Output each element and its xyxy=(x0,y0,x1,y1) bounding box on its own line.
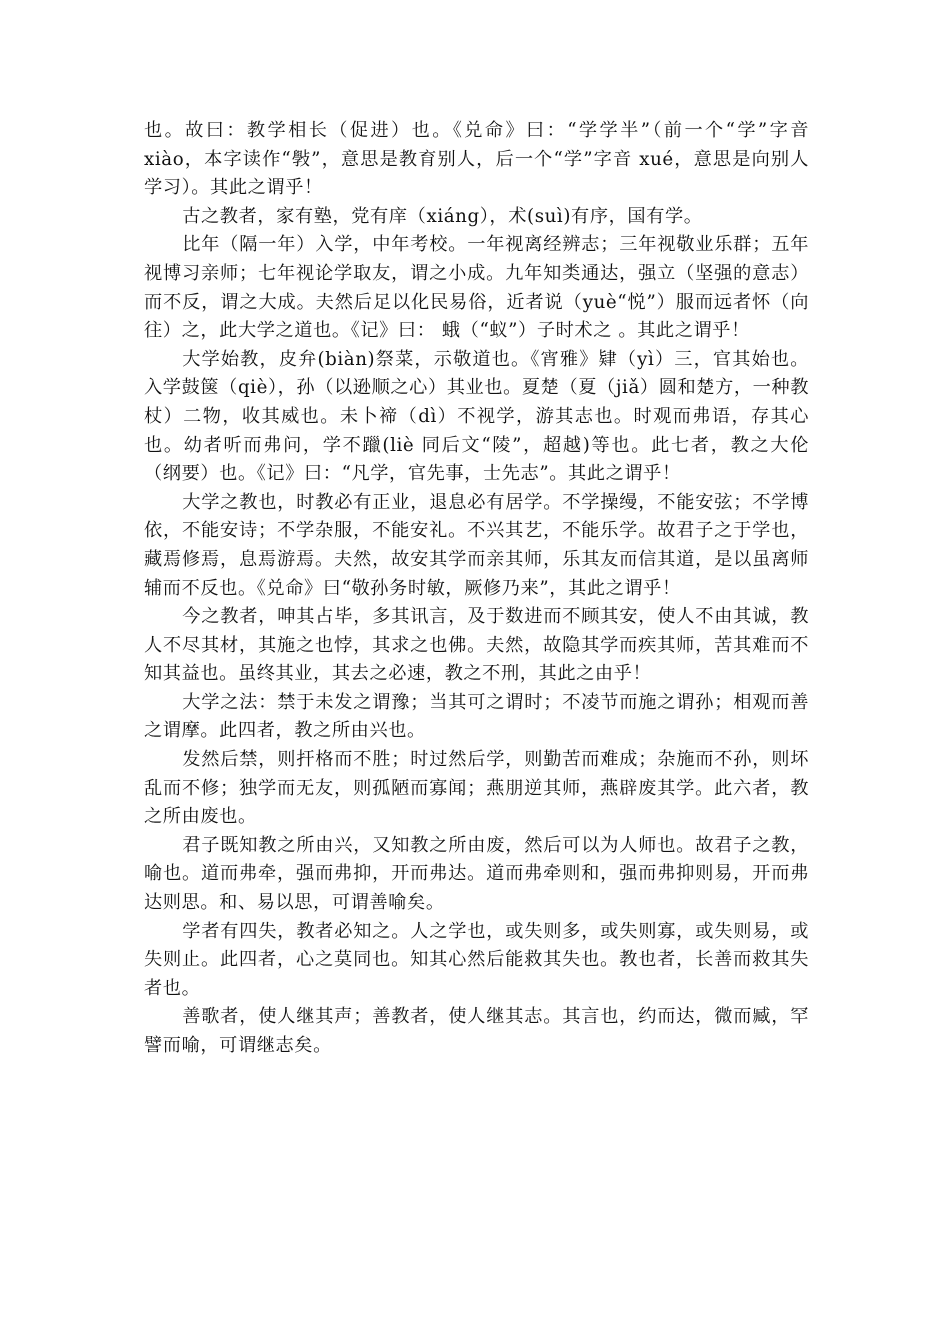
document-body xyxy=(144,117,809,1061)
paragraph-guiding-teaching: 君子既知教之所由兴，又知教之所由废，然后可以为人师也。故君子之教，喻也。道而弗牵，强而弗抑，开而弗达。道而弗牵则和，强而弗抑则易，开而弗达则思。和、易以思，可谓善喻矣。 xyxy=(144,834,809,914)
paragraph-beginning-of-study: 大学始教，皮弁(biàn)祭菜，示敬道也。《宵雅》肄（yì）三，官其始也。入学鼓箧（qiè），孙（以逊顺之心）其业也。夏楚（夏（jiǎ）圆和楚方，一种教杖）二物，收其威也。未卜禘（dì）不视学，游其志也。时观而弗语，存其心也。幼者听而弗问，学不躐(liè 同后文“陵”，超越)等也。此七者，教之大伦（纲要）也。《记》曰：“凡学，官先事，士先志”。其此之谓乎！ xyxy=(144,348,810,485)
paragraph-method-of-great-learning: 大学之法：禁于未发之谓豫；当其可之谓时；不凌节而施之谓孙；相观而善之谓摩。此四者，教之所由兴也。 xyxy=(144,691,809,742)
paragraph-modern-teachers: 今之教者，呻其占毕，多其讯言，及于数进而不顾其安，使人不由其诚，教人不尽其材，其施之也悖，其求之也佛。夫然，故隐其学而疾其师，苦其难而不知其益也。虽终其业，其去之必速，教之不刑，其此之由乎！ xyxy=(144,606,809,685)
paragraph-continuation: 也。故曰：教学相长（促进）也。《兑命》曰：“学学半”（前一个“学”字音 xiào，本字读作“斅”，意思是教育别人，后一个“学”字音 xué，意思是向别人学习）。其此之谓乎！ xyxy=(144,120,809,199)
paragraph-teaching-of-great-learning: 大学之教也，时教必有正业，退息必有居学。不学操缦，不能安弦；不学博依，不能安诗；不学杂服，不能安礼。不兴其艺，不能乐学。故君子之于学也，藏焉修焉，息焉游焉。夫然，故安其学而亲其师，乐其友而信其道，是以虽离师辅而不反也。《兑命》曰“敬孙务时敏，厥修乃来”，其此之谓乎！ xyxy=(144,491,809,599)
paragraph-yearly-examination: 比年（隔一年）入学，中年考校。一年视离经辨志；三年视敬业乐群；五年视博习亲师；七年视论学取友，谓之小成。九年知类通达，强立（坚强的意志）而不反，谓之大成。夫然后足以化民易俗，近者说（yuè“悦”）服而远者怀（向往）之，此大学之道也。《记》曰： 蛾（“蚁”）子时术之 。其此之谓乎！ xyxy=(144,234,809,342)
paragraph-good-singer: 善歌者，使人继其声；善教者，使人继其志。其言也，约而达，微而臧，罕譬而喻，可谓继志矣。 xyxy=(144,1006,809,1056)
paragraph-causes-of-failure: 发然后禁，则扞格而不胜；时过然后学，则勤苦而难成；杂施而不孙，则坏乱而不修；独学而无友，则孤陋而寡闻；燕朋逆其师，燕辟废其学。此六者，教之所由废也。 xyxy=(144,749,809,828)
paragraph-ancient-schools: 古之教者，家有塾，党有庠（xiáng），术(suì)有序，国有学。 xyxy=(182,205,703,227)
paragraph-four-faults: 学者有四失，教者必知之。人之学也，或失则多，或失则寡，或失则易，或失则止。此四者，心之莫同也。知其心然后能救其失也。教也者，长善而救其失者也。 xyxy=(144,920,809,999)
